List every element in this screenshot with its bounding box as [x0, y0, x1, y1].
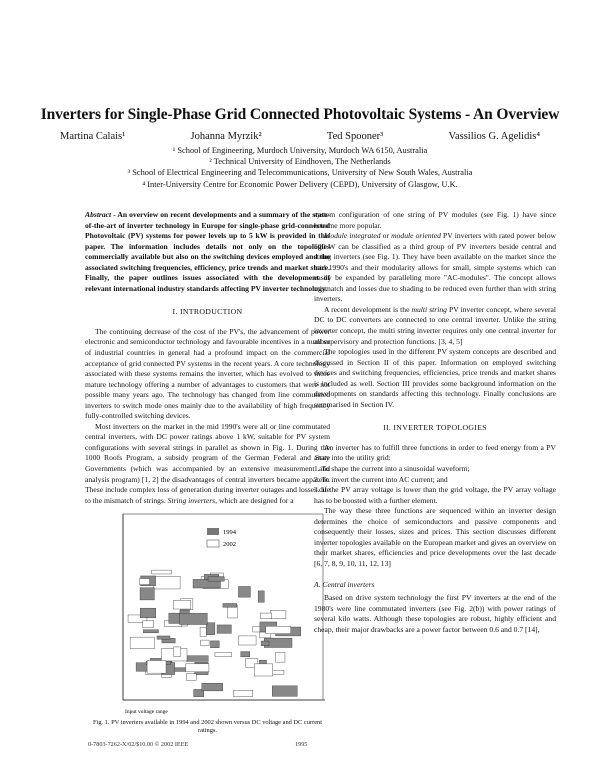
inverter-range-block [180, 614, 208, 625]
left-column [85, 210, 330, 736]
inverter-range-block [201, 640, 210, 645]
author: Ted Spooner³ [326, 131, 384, 142]
inverter-range-block [206, 623, 215, 635]
inverter-range-block [266, 626, 291, 633]
section-heading: II. INVERTER TOPOLOGIES [383, 423, 487, 433]
inverter-range-block [261, 641, 269, 646]
inverter-range-block [186, 664, 209, 672]
paragraph: The continuing decrease of the cost of the PV's, the advancement of power electronic and semiconductor technology and favourable incentives in a number of industrial countries in general had a profound impact on the commercial acceptance of grid connected PV systems in the recent years. A core technology associated with these systems remains the inverter, which has evolved to more mature technology offering a number of advantages to customers that were not possible many years ago. The technology has changed from line commutated inverters to switch mode ones mainly due to the availability of high frequency fully-controlled switching devices. [85, 326, 330, 421]
paragraph: Most inverters on the market in the mid 1990's were all or line commutated central inverters, with DC power ratings above 1 kW, suitable for PV system configurations with several strings in parallel as shown in Fig. 1. During the 1000 Roofs Program, a subsidy program of the German Federal and State Governments (which was accompanied by an extensive measurement and analysis program) [1, 2] the disadvantages of central inverters became apparent. These include complex loss of generation during inverter outages and losses due to the mismatch of strings. String inverters, which are designed for a [85, 421, 330, 505]
inverter-range-block [157, 636, 170, 639]
inverter-range-block [130, 637, 154, 648]
inverter-range-block [215, 653, 232, 657]
paragraph: Based on drive system technology the first PV inverters at the end of the 1980's were line commutated inverters (see Fig. 2(b)) with power ratings of several kilo watts. Although these topologies are robust, highly efficient and cheap, their major drawbacks are a power factor between 0.6 and 0.7 [14], [314, 593, 556, 634]
abstract-label: Abstract - [85, 210, 116, 219]
author: Johanna Myrzik² [190, 131, 262, 142]
inverter-range-block [223, 604, 237, 608]
inverter-range-block [169, 613, 180, 623]
inverter-range-block [140, 588, 154, 600]
paragraph: system configuration of one string of PV modules (see Fig. 1) have since become more popular. [314, 210, 556, 230]
author-list [60, 131, 540, 142]
inverter-range-block [139, 579, 149, 585]
paragraph: The way these three functions are sequenced within an inverter design determines the choice of semiconductors and passive components and consequently their losses, sizes and prices. This section discusses different inverter topologies available on the European market and gives an overview on their market shares, efficiencies and price developments over the last decade [6, 7, 8, 9, 10, 11, 12, 13] [314, 506, 556, 568]
figure-caption: Fig. 1. PV inverters available in 1994 and 2002 shown versus DC voltage and DC current ratings. [92, 719, 323, 735]
author: Martina Calais¹ [60, 131, 126, 142]
inverter-range-block [147, 661, 166, 674]
paragraph: An inverter has to fulfill three functions in order to feed energy from a PV array into the utility grid: [314, 442, 556, 463]
list-item: 2. To invert the current into AC current; and [314, 474, 448, 484]
legend-label: 1994 [223, 529, 236, 537]
list-item: 3. if the PV array voltage is lower than the grid voltage, the PV array voltage has to be boosted with a further element. [314, 485, 556, 505]
page-number: 1995 [295, 741, 308, 748]
inverter-range-block [186, 656, 208, 662]
affiliations [50, 145, 550, 190]
inverter-range-block [238, 587, 250, 598]
legend-label: 2002 [223, 541, 236, 549]
paragraph: A recent development is the multi string PV inverter concept, where several DC to DC converters are connected to one central inverter. Unlike the string inverter concept, the multi string inverter requires only one central inverter for all supervisory and protection functions. [3, 4, 5] [314, 304, 556, 346]
paper-title: Inverters for Single-Phase Grid Connected Photovoltaic Systems - An Overview [40, 106, 560, 123]
inverter-range-block [238, 636, 256, 645]
figure-1-plot [85, 510, 330, 715]
right-column [314, 210, 556, 635]
paragraph: Module integrated or module oriented PV inverters with rated power below 500 W can be classified as a third group of PV inverters beside central and string inverters (see Fig. 1). They have been available on the market since the mid 1990's and their modularity allows for small, simple systems which can easily be expanded by paralleling more "AC-modules". The concept allows mismatch and losses due to shading to be reduced even further than with string inverters. [314, 231, 557, 304]
list-item: 1. To shape the current into a sinusoidal waveform; [314, 464, 470, 474]
inverter-range-block [217, 625, 231, 633]
inverter-range-block [153, 576, 180, 589]
abstract [85, 210, 330, 294]
inverter-range-block [143, 621, 154, 628]
affiliation: ² Technical University of Eindhoven, The Netherlands [209, 157, 391, 167]
inverter-range-block [276, 653, 285, 663]
figure-xlabel: Input voltage range [125, 709, 168, 716]
inverter-range-block [140, 608, 156, 618]
abstract-text: An overview on recent developments and a summary of the state-of-the-art of inverter technology in Europe for single-phase grid-connected Photovoltaic (PV) systems for power levels up to 5 kW is provided in this paper. The information includes details not only on the topologies commercially available but also on the switching devices employed and the associated switching frequencies, efficiency, price trends and market share. Finally, the paper outlines issues associated with the development of relevant international industry standards affecting PV inverter technology. [85, 210, 330, 293]
figure-1 [85, 510, 330, 736]
affiliation: ¹ School of Engineering, Murdoch University, Murdoch WA 6150, Australia [172, 146, 428, 155]
inverter-range-block [143, 630, 158, 633]
section-heading: I. INTRODUCTION [172, 307, 243, 317]
copyright-footer: 0-7803-7262-X/02/$10.00 © 2002 IEEE [88, 741, 189, 748]
inverter-range-block [241, 652, 250, 657]
author: Vassilios G. Agelidis⁴ [448, 131, 540, 142]
inverter-range-block [260, 613, 271, 618]
inverter-range-block [200, 628, 206, 637]
affiliation: ⁴ Inter-University Centre for Economic Power Delivery (CEPD), University of Glasgow, U.K. [142, 179, 458, 189]
inverter-range-block [254, 664, 273, 676]
inverter-range-block [233, 690, 252, 696]
inverter-range-block [270, 611, 286, 619]
inverter-range-block [202, 684, 223, 692]
inverter-range-block [173, 601, 190, 610]
inverter-range-block [173, 647, 180, 656]
inverter-range-block [152, 570, 172, 574]
inverter-range-block [272, 686, 297, 696]
inverter-range-block [210, 641, 219, 648]
inverter-range-block [258, 591, 264, 602]
subsection-heading: A. Central inverters [314, 579, 375, 589]
paragraph: The topologies used in the different PV system concepts are described and discussed in Section II of this paper. Information on employed switching devices and switching frequencies, efficiencies, price trends and market shares is included as well. Section III provides some background information on the developments on standards affecting this technology. Finally conclusions are summarised in Section IV. [314, 347, 556, 409]
inverter-range-block [186, 674, 196, 680]
inverter-range-block [208, 577, 224, 582]
affiliation: ³ School of Electrical Engineering and Telecommunications, University of New South Wales, Australia [127, 168, 473, 178]
